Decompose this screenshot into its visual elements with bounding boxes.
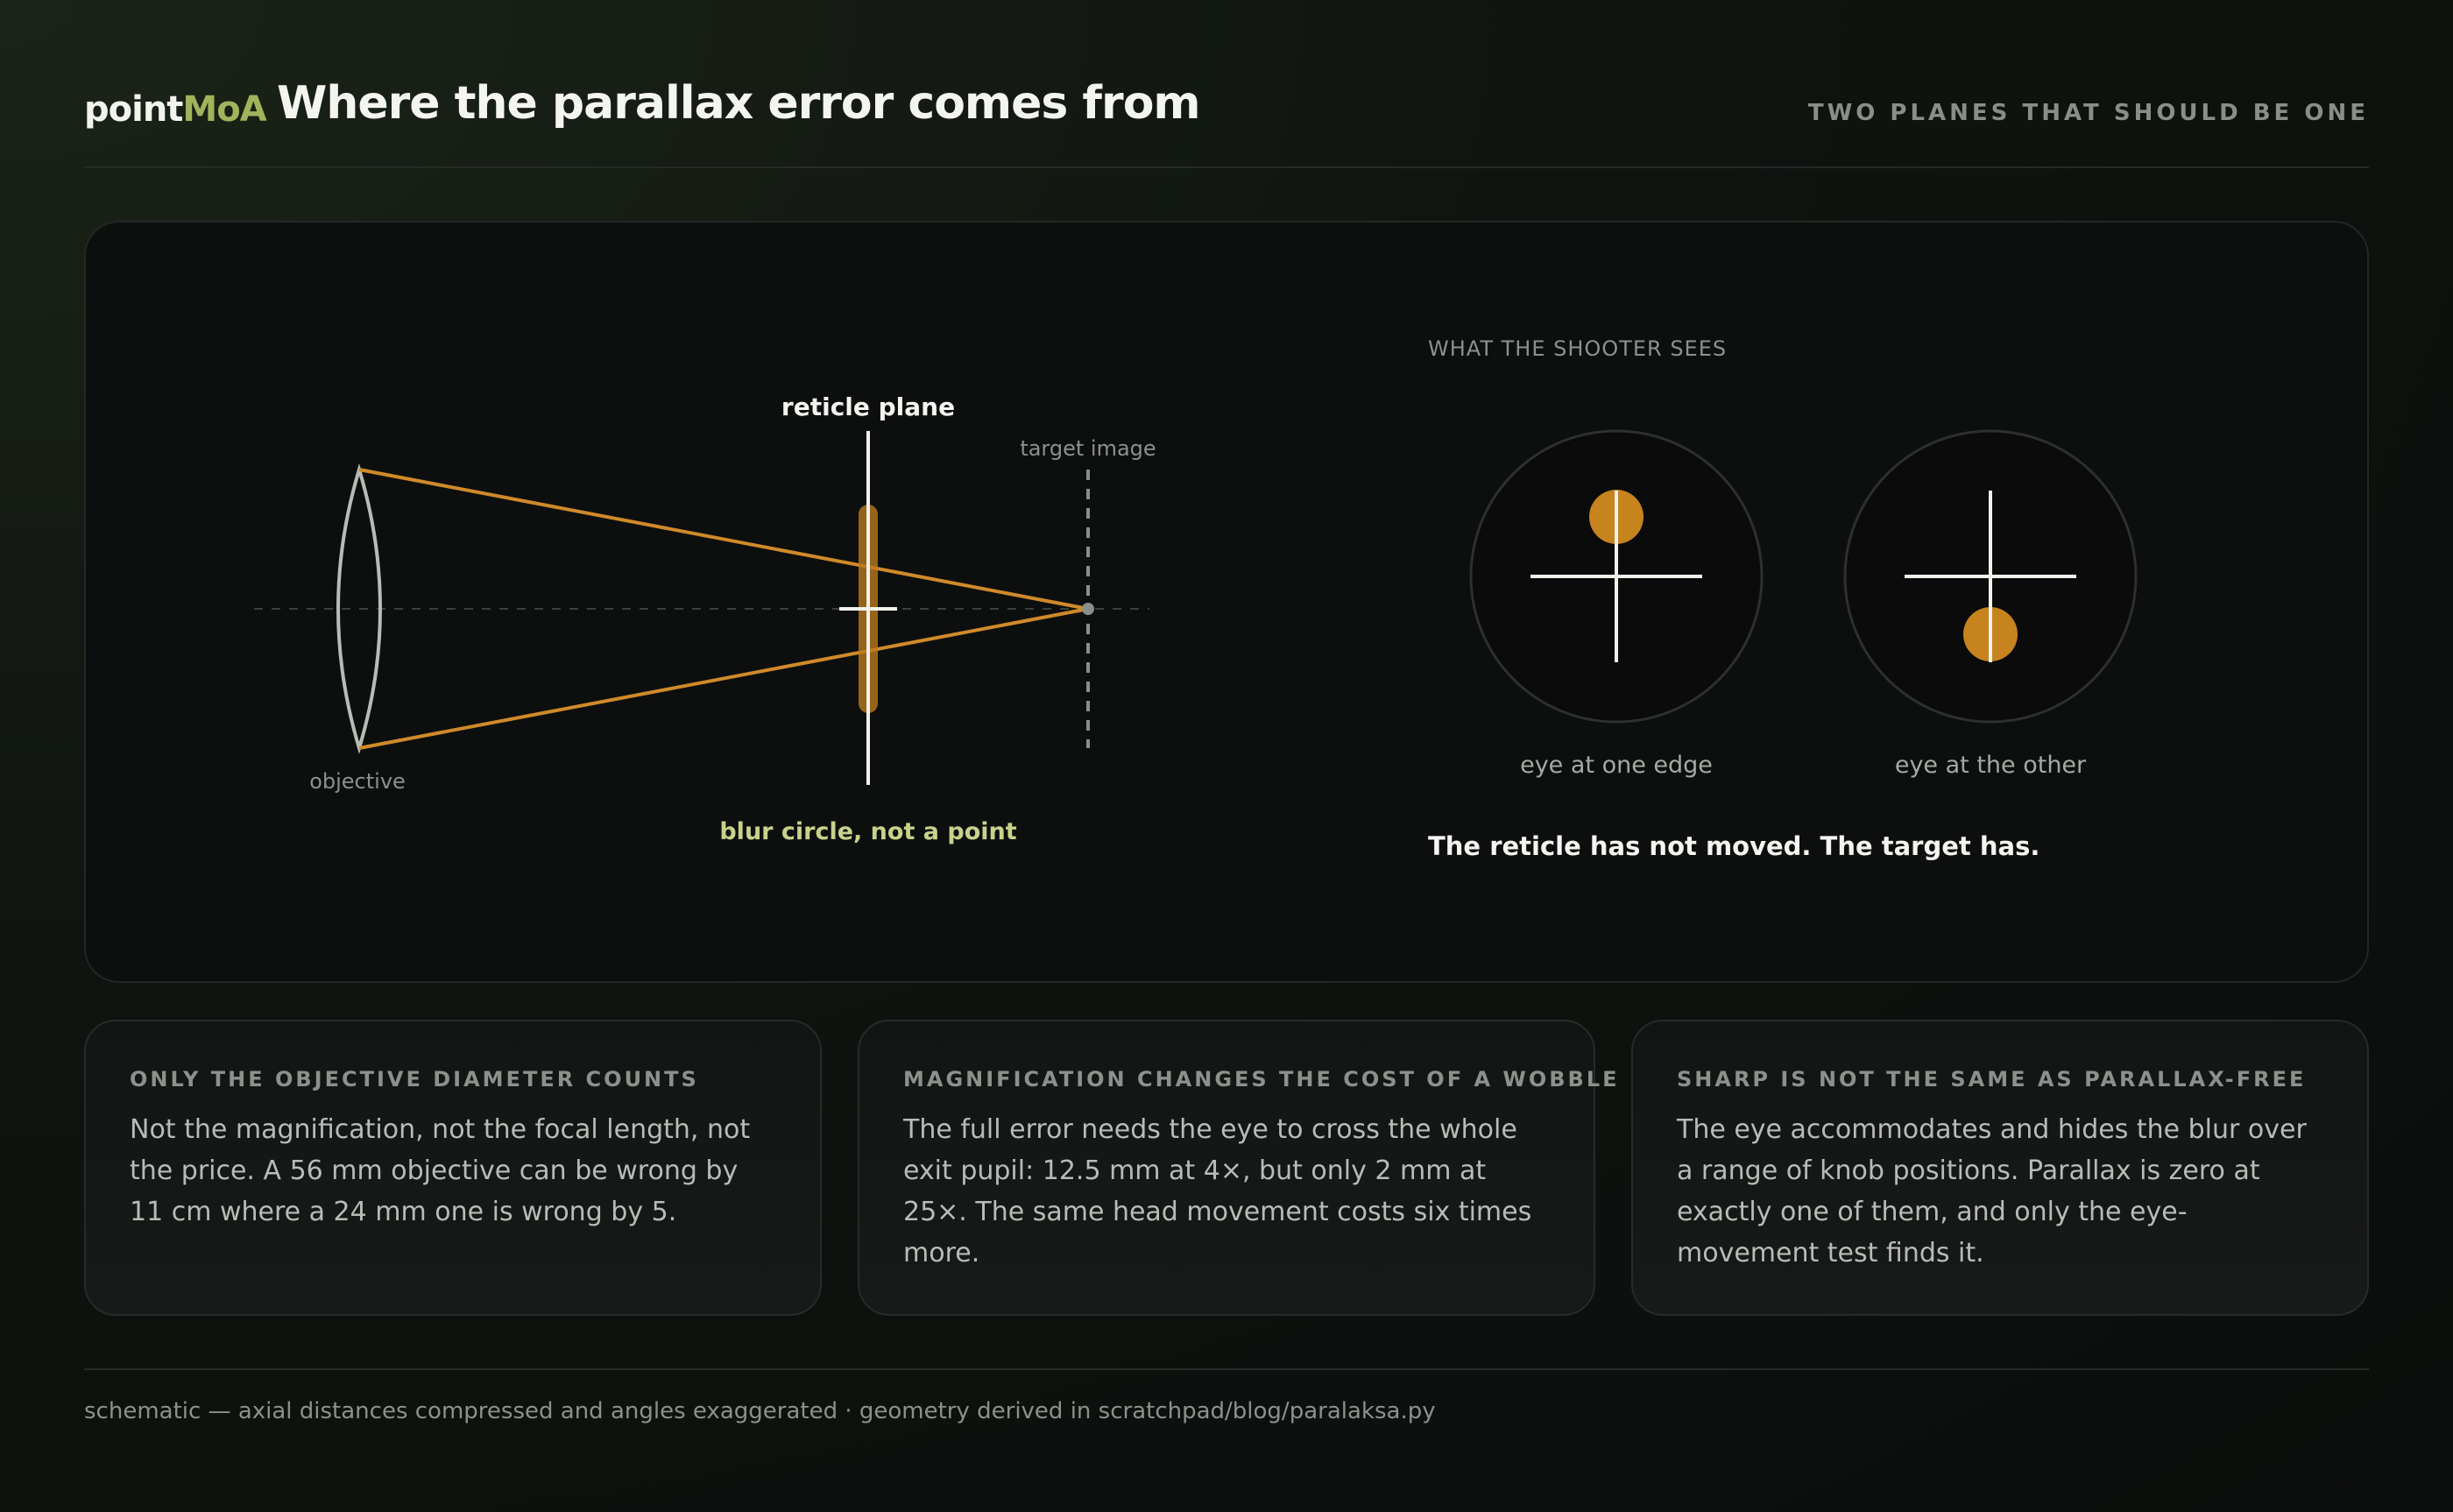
page-kicker: TWO PLANES THAT SHOULD BE ONE <box>1807 100 2369 126</box>
shooter-view-conclusion: The reticle has not moved. The target has. <box>1428 831 2040 861</box>
objective-label: objective <box>309 769 406 794</box>
card-body: Not the magnification, not the focal length, not the price. A 56 mm objective can be wrong by 11 cm where a 24 mm one is wrong by 5. <box>130 1114 751 1227</box>
brand-part-1: point <box>84 89 183 130</box>
info-card-magnification <box>858 1020 1620 1316</box>
brand-part-2: MoA <box>182 89 266 130</box>
reticle-plane-label: reticle plane <box>781 392 956 421</box>
footer-divider <box>84 1368 2369 1370</box>
shooter-view-heading: WHAT THE SHOOTER SEES <box>1428 336 1728 361</box>
footer-note: schematic — axial distances compressed and angles exaggerated · geometry derived in scratchpad/blog/paralaksa.py <box>84 1398 1436 1424</box>
upper-ray <box>359 470 1088 609</box>
card-heading: SHARP IS NOT THE SAME AS PARALLAX-FREE <box>1677 1067 2307 1092</box>
page-header <box>84 72 2369 168</box>
eyepiece-caption-left: eye at one edge <box>1520 752 1713 779</box>
eyepiece-caption-right: eye at the other <box>1894 752 2087 779</box>
blur-circle-label: blur circle, not a point <box>719 818 1017 845</box>
brand-logo[interactable] <box>84 89 266 130</box>
card-body: The full error needs the eye to cross the whole exit pupil: 12.5 mm at 4×, but only 2 mm at 25×. The same head movement costs six times more. <box>903 1114 1532 1268</box>
page-title: Where the parallax error comes from <box>277 77 1200 130</box>
info-cards <box>84 1020 2369 1316</box>
card-heading: ONLY THE OBJECTIVE DIAMETER COUNTS <box>130 1067 699 1092</box>
lower-ray <box>359 609 1088 748</box>
eyepiece-view-left <box>1471 431 1762 722</box>
parallax-diagram <box>86 223 2371 985</box>
target-image-label: target image <box>1020 436 1156 461</box>
card-heading: MAGNIFICATION CHANGES THE COST OF A WOBBLE <box>903 1067 1620 1092</box>
card-body: The eye accommodates and hides the blur over a range of knob positions. Parallax is zero at exactly one of them, and only the eye-movement test finds it. <box>1677 1114 2307 1268</box>
info-card-sharp-vs-parallax-free <box>1631 1020 2369 1316</box>
info-card-objective-diameter <box>84 1020 822 1316</box>
eyepiece-view-right <box>1845 431 2136 722</box>
diagram-panel <box>84 221 2369 983</box>
focus-point <box>1082 603 1094 615</box>
